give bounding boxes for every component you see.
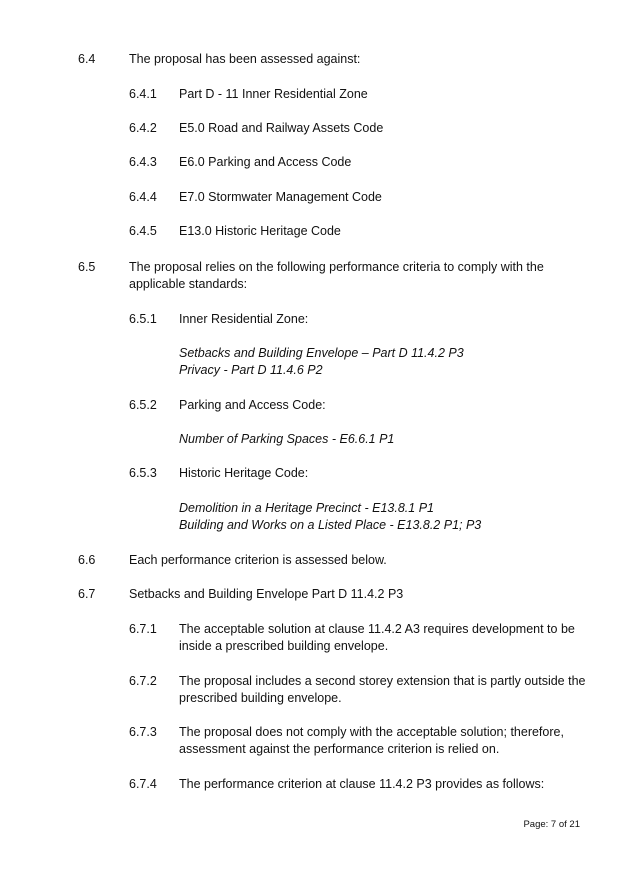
criterion-reference: Privacy - Part D 11.4.6 P2 <box>179 363 323 377</box>
section-number: 6.6 <box>78 553 96 567</box>
criterion-reference: Building and Works on a Listed Place - E13.8.2 P1; P3 <box>179 518 482 532</box>
subsection-number: 6.7.1 <box>129 622 157 636</box>
subsection-text: E7.0 Stormwater Management Code <box>179 190 382 204</box>
subsection-text: Part D - 11 Inner Residential Zone <box>179 87 368 101</box>
section-number: 6.7 <box>78 587 96 601</box>
subsection-text-line: The proposal includes a second storey extension that is partly outside the <box>179 674 586 688</box>
subsection-text: Inner Residential Zone: <box>179 312 309 326</box>
subsection-number: 6.5.1 <box>129 312 157 326</box>
subsection-text: E6.0 Parking and Access Code <box>179 155 352 169</box>
subsection-number: 6.5.3 <box>129 466 157 480</box>
subsection-number: 6.4.4 <box>129 190 157 204</box>
criterion-reference: Demolition in a Heritage Precinct - E13.8.1 P1 <box>179 501 434 515</box>
page-number: Page: 7 of 21 <box>523 819 580 830</box>
subsection-number: 6.4.3 <box>129 155 157 169</box>
subsection-number: 6.5.2 <box>129 398 157 412</box>
subsection-text: Parking and Access Code: <box>179 398 326 412</box>
criterion-reference: Number of Parking Spaces - E6.6.1 P1 <box>179 432 395 446</box>
subsection-text-line: prescribed building envelope. <box>179 691 342 705</box>
section-text-line: applicable standards: <box>129 277 248 291</box>
subsection-number: 6.7.2 <box>129 674 157 688</box>
section-number: 6.5 <box>78 260 96 274</box>
subsection-text-line: assessment against the performance criterion is relied on. <box>179 742 500 756</box>
section-text-line: The proposal relies on the following performance criteria to comply with the <box>129 260 544 274</box>
subsection-text-line: The proposal does not comply with the acceptable solution; therefore, <box>179 725 564 739</box>
subsection-number: 6.7.3 <box>129 725 157 739</box>
criterion-reference: Setbacks and Building Envelope – Part D 11.4.2 P3 <box>179 346 464 360</box>
subsection-text: E13.0 Historic Heritage Code <box>179 224 341 238</box>
subsection-text-line: The performance criterion at clause 11.4.2 P3 provides as follows: <box>179 777 545 791</box>
subsection-text-line: The acceptable solution at clause 11.4.2 A3 requires development to be <box>179 622 575 636</box>
subsection-number: 6.4.5 <box>129 224 157 238</box>
subsection-number: 6.4.1 <box>129 87 157 101</box>
subsection-text: Historic Heritage Code: <box>179 466 309 480</box>
section-heading: Setbacks and Building Envelope Part D 11.4.2 P3 <box>129 587 404 601</box>
section-text-line: Each performance criterion is assessed below. <box>129 553 387 567</box>
subsection-number: 6.7.4 <box>129 777 157 791</box>
section-number: 6.4 <box>78 52 96 66</box>
section-heading: The proposal has been assessed against: <box>129 52 361 66</box>
subsection-text: E5.0 Road and Railway Assets Code <box>179 121 384 135</box>
subsection-text-line: inside a prescribed building envelope. <box>179 639 389 653</box>
subsection-number: 6.4.2 <box>129 121 157 135</box>
